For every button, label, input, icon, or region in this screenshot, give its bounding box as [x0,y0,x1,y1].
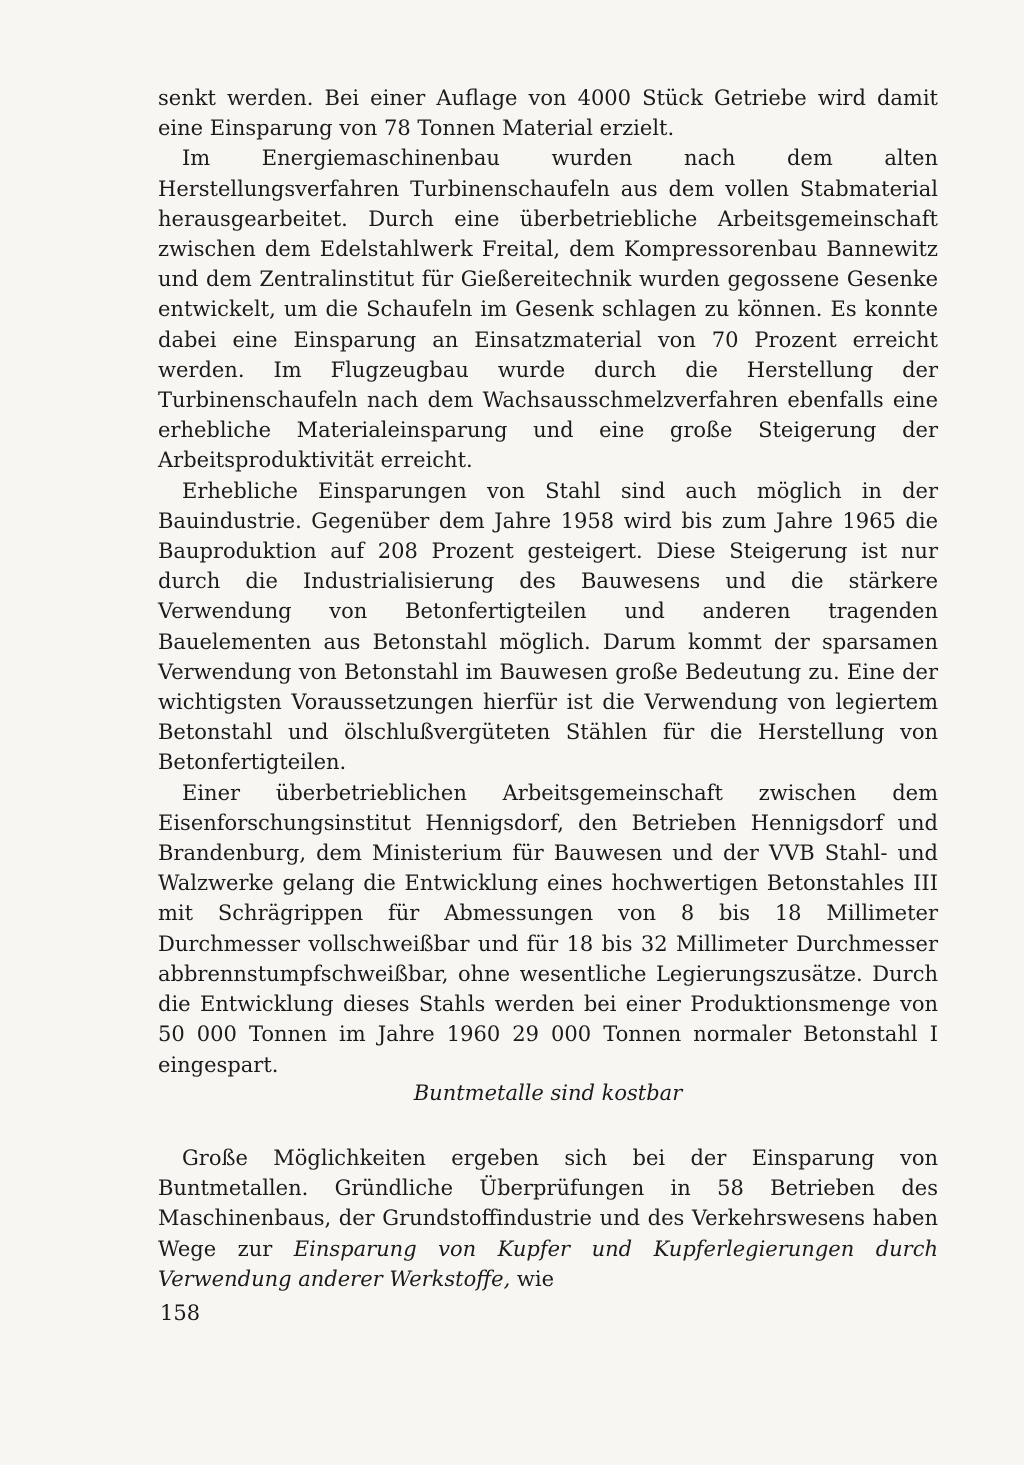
paragraph-5-text-start: Große Möglichkeiten ergeben sich bei der Einsparung von Buntmetallen. Gründliche Überprüfungen in 58 Betrieben des Maschinenbaus, der Grundstoffindustrie und des Verkehrswesens haben Wege zur [158,1146,938,1261]
paragraph-5-emphasis: Einsparung von Kupfer und Kupferlegierungen durch Verwendung anderer Werkstoffe, [158,1236,938,1291]
section-body [158,1143,938,1294]
paragraph-2: Im Energiemaschinenbau wurden nach dem alten Herstellungsverfahren Turbinenschaufeln aus dem vollen Stabmaterial herausgearbeitet. Durch eine überbetriebliche Arbeitsgemeinschaft zwischen dem Edelstahlwerk Freital, dem Kompressorenbau Bannewitz und dem Zentralinstitut für Gießereitechnik wurden gegossene Gesenke entwickelt, um die Schaufeln im Gesenk schlagen zu können. Es konnte dabei eine Einsparung an Einsatzmaterial von 70 Prozent erreicht werden. Im Flugzeugbau wurde durch die Herstellung der Turbinenschaufeln nach dem Wachsausschmelzverfahren ebenfalls eine erhebliche Materialeinsparung und eine große Steigerung der Arbeitsproduktivität erreicht. [158,146,938,473]
paragraph-5-text-end: wie [510,1266,555,1291]
paragraph-1: senkt werden. Bei einer Auflage von 4000 Stück Getriebe wird damit eine Einsparung von 78 Tonnen Material erzielt. [158,86,938,141]
section-heading: Buntmetalle sind kostbar [413,1081,683,1105]
paragraph-3: Erhebliche Einsparungen von Stahl sind auch möglich in der Bauindustrie. Gegenüber dem Jahre 1958 wird bis zum Jahre 1965 die Bauproduktion auf 208 Prozent gesteigert. Diese Steigerung ist nur durch die Industrialisierung des Bauwesens und die stärkere Verwendung von Betonfertigteilen und anderen tragenden Bauelementen aus Betonstahl möglich. Darum kommt der sparsamen Verwendung von Betonstahl im Bauwesen große Bedeutung zu. Eine der wichtigsten Voraussetzungen hierfür ist die Verwendung von legiertem Betonstahl und ölschlußvergüteten Stählen für die Herstellung von Betonfertigteilen. [158,478,938,775]
body-text [158,83,938,1080]
paragraph-4: Einer überbetrieblichen Arbeitsgemeinschaft zwischen dem Eisenforschungsinstitut Hennigsdorf, den Betrieben Hennigsdorf und Brandenburg, dem Ministerium für Bauwesen und der VVB Stahl- und Walzwerke gelang die Entwicklung eines hochwertigen Betonstahles III mit Schrägrippen für Abmessungen von 8 bis 18 Millimeter Durchmesser vollschweißbar und für 18 bis 32 Millimeter Durchmesser abbrennstumpfschweißbar, ohne wesentliche Legierungszusätze. Durch die Entwicklung dieses Stahls werden bei einer Produktionsmenge von 50 000 Tonnen im Jahre 1960 29 000 Tonnen normaler Betonstahl I eingespart. [158,780,938,1077]
page-number: 158 [160,1301,201,1325]
paragraph-5 [158,1143,938,1294]
